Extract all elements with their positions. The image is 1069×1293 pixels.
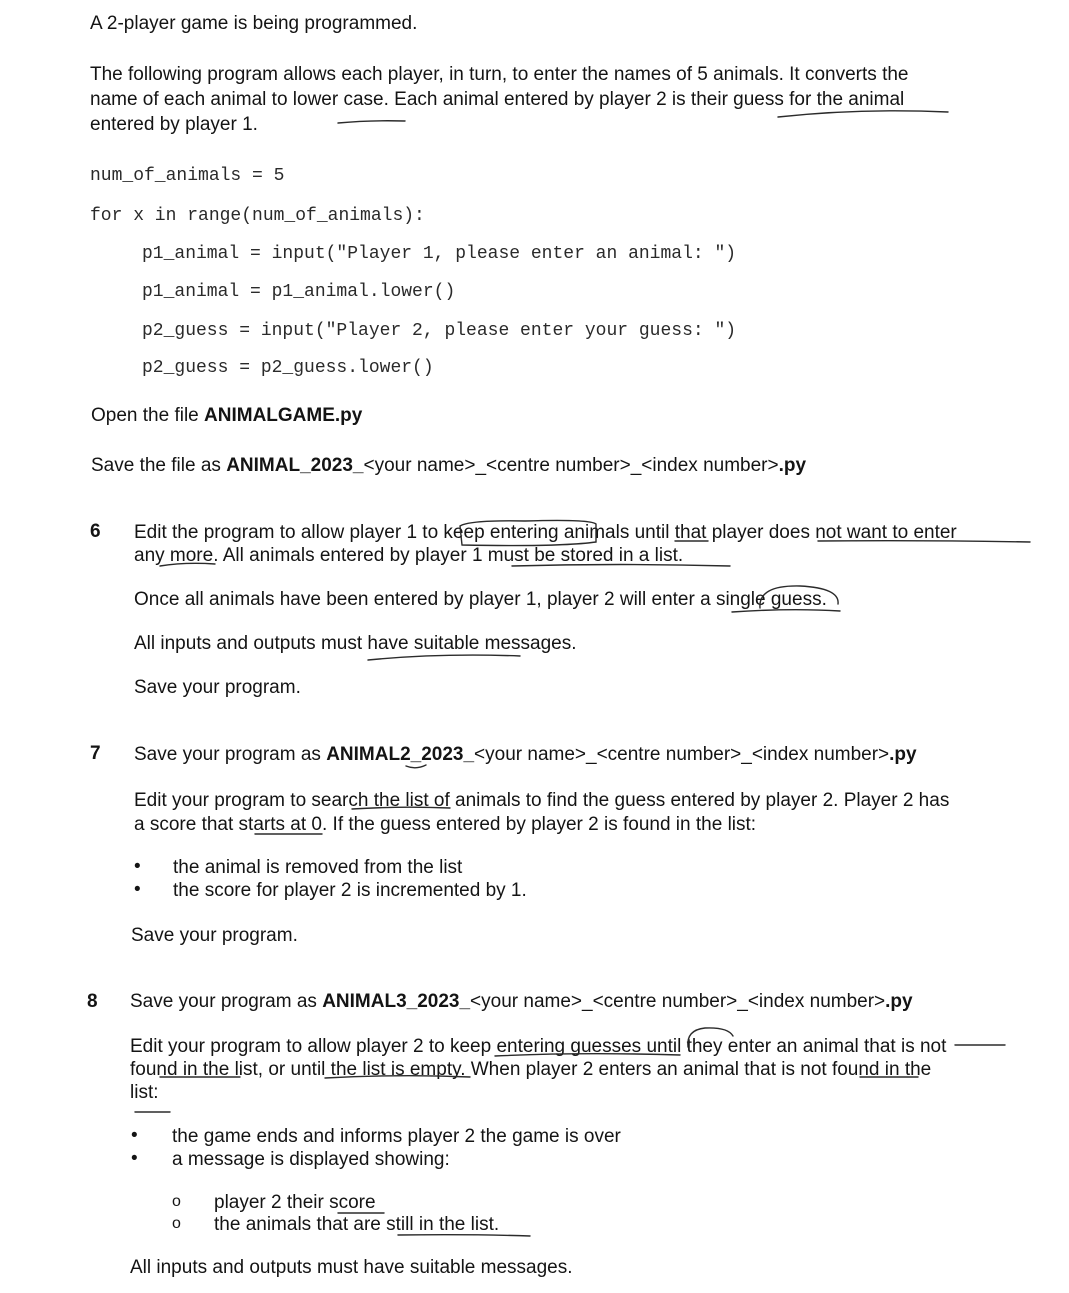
question-8-sub-bullet-mark-1: o [172,1193,181,1210]
question-7-bullet-2: the score for player 2 is incremented by 1. [173,880,527,901]
question-6-line-3: Once all animals have been entered by player 1, player 2 will enter a single guess. [134,589,827,610]
question-7-number: 7 [90,743,101,764]
question-6-number: 6 [90,521,101,542]
question-8-bullet-2: a message is displayed showing: [172,1149,450,1170]
question-7-save-prefix: Save your program as [134,744,327,765]
question-7-line-2: a score that starts at 0. If the guess entered by player 2 is found in the list: [134,814,757,835]
question-7-save-name-c: .py [889,744,917,765]
question-7-bullet-dot-1: • [134,856,141,877]
question-8-line-3: list: [130,1082,159,1103]
intro-paragraph-line-1: The following program allows each player, in turn, to enter the names of 5 animals. It converts the [90,64,909,85]
code-line-6: p2_guess = p2_guess.lower() [142,358,434,378]
question-8-bullet-1: the game ends and informs player 2 the game is over [172,1126,621,1147]
open-file-instruction [91,404,362,428]
scribble-intro [338,121,405,123]
question-8-final: All inputs and outputs must have suitable messages. [130,1257,573,1278]
code-line-1: num_of_animals = 5 [90,166,285,186]
question-7-save: Save your program. [131,925,298,946]
question-8-sub-bullet-mark-2: o [172,1215,181,1232]
save-file-name-a: ANIMAL_2023_ [226,455,364,476]
question-7-save-name-b: <your name>_<centre number>_<index number> [474,744,890,765]
question-7-save-line [134,743,917,767]
question-6-line-2: any more. All animals entered by player 1 must be stored in a list. [134,545,684,566]
intro-paragraph-line-3: entered by player 1. [90,114,258,135]
code-line-2: for x in range(num_of_animals): [90,206,425,226]
question-8-save-prefix: Save your program as [130,991,323,1012]
open-file-name: ANIMALGAME.py [204,405,363,426]
code-line-4: p1_animal = p1_animal.lower() [142,282,456,302]
question-8-sub-bullet-2: the animals that are still in the list. [214,1214,500,1235]
save-file-prefix: Save the file as [91,455,227,476]
save-file-name-b: <your name>_<centre number>_<index number> [363,455,779,476]
question-8-number: 8 [87,991,98,1012]
question-8-save-line [130,990,913,1014]
intro-title: A 2-player game is being programmed. [90,13,418,34]
question-6-line-5: Save your program. [134,677,301,698]
question-7-bullet-dot-2: • [134,879,141,900]
save-file-name-c: .py [778,455,807,476]
question-6-line-4: All inputs and outputs must have suitable messages. [134,633,577,654]
code-line-3: p1_animal = input("Player 1, please enter an animal: ") [142,244,737,264]
intro-paragraph-line-2: name of each animal to lower case. Each animal entered by player 2 is their guess for the animal [90,89,905,110]
question-7-line-1: Edit your program to search the list of animals to find the guess entered by player 2. Player 2 has [134,790,950,811]
question-8-save-name-c: .py [885,991,913,1012]
code-line-5: p2_guess = input("Player 2, please enter your guess: ") [142,321,737,341]
question-8-save-name-b: <your name>_<centre number>_<index number> [470,991,886,1012]
question-7-save-name-a: ANIMAL2_2023_ [326,744,475,765]
question-7-bullet-1: the animal is removed from the list [173,857,463,878]
question-6-line-1: Edit the program to allow player 1 to keep entering animals until that player does not want to enter [134,522,957,543]
question-8-line-1: Edit your program to allow player 2 to keep entering guesses until they enter an animal that is not [130,1036,947,1057]
save-file-instruction [91,454,806,478]
question-8-bullet-dot-2: • [131,1148,138,1169]
question-8-bullet-dot-1: • [131,1125,138,1146]
question-8-save-name-a: ANIMAL3_2023_ [322,991,471,1012]
question-8-line-2: found in the list, or until the list is empty. When player 2 enters an animal that is not found in the [130,1059,932,1080]
open-file-prefix: Open the file [91,405,205,426]
question-8-sub-bullet-1: player 2 their score [214,1192,376,1213]
